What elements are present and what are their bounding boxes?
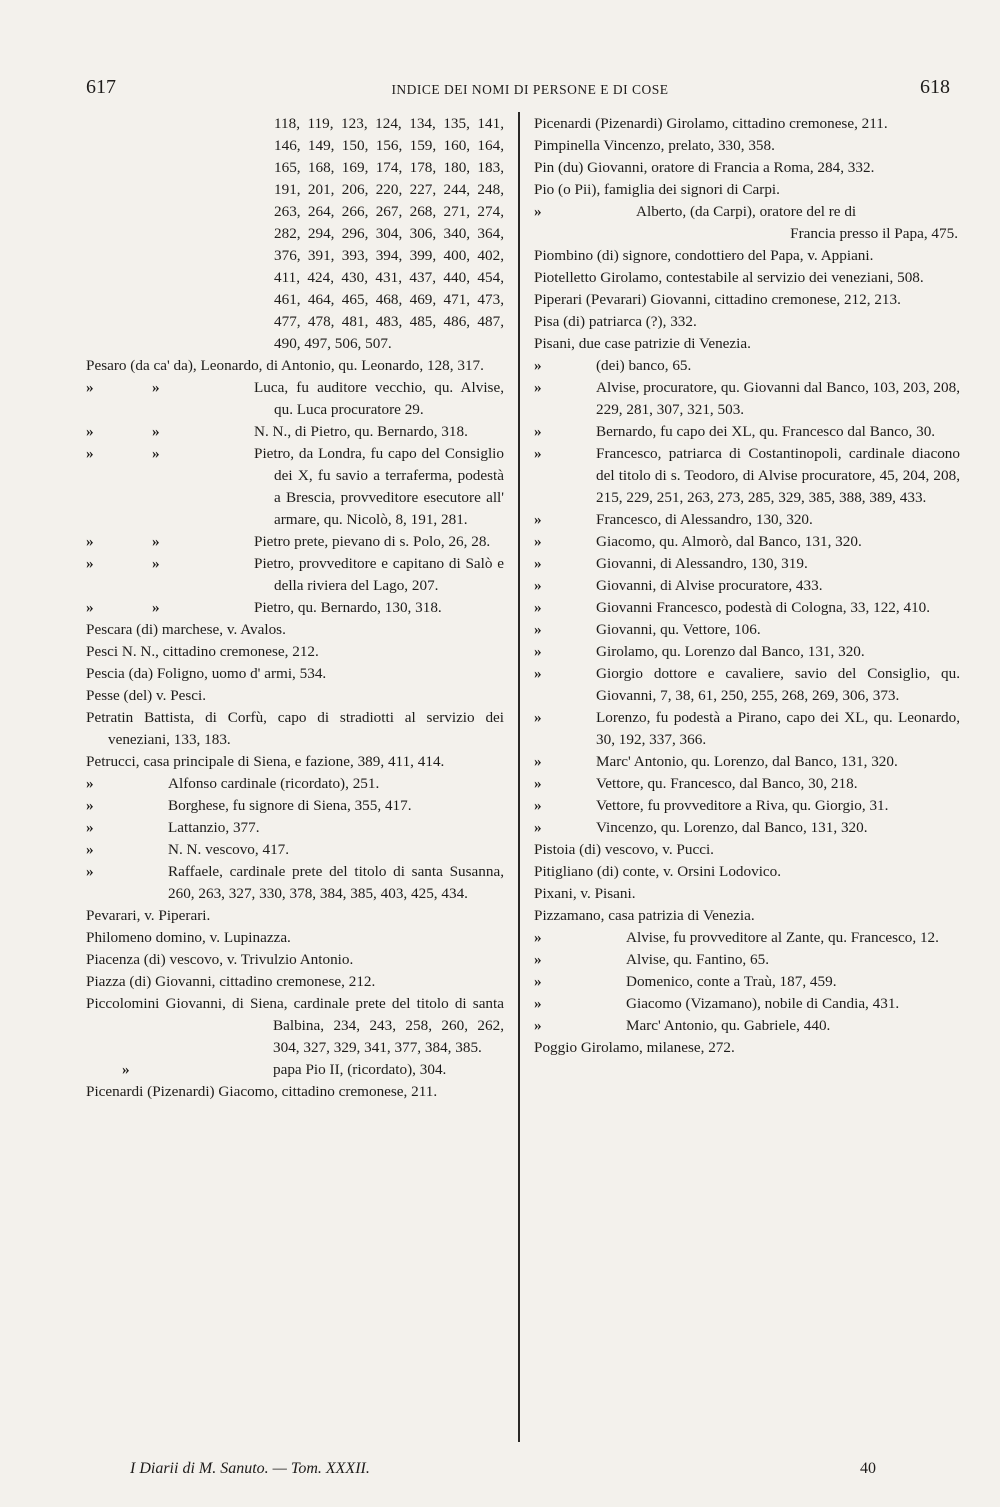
- index-entry: [534, 641, 960, 663]
- left-column: [86, 113, 504, 1103]
- entry-text: Pevarari, v. Piperari.: [86, 907, 211, 924]
- entry-text: Domenico, conte a Traù, 187, 459.: [626, 973, 837, 990]
- ditto-mark: »: [86, 819, 94, 836]
- index-entry: [534, 663, 960, 707]
- index-entry: [534, 311, 960, 333]
- entry-text: Alfonso cardinale (ricordato), 251.: [168, 775, 380, 792]
- index-entry: [534, 971, 960, 993]
- entry-text: Pixani, v. Pisani.: [534, 885, 636, 902]
- index-entry: [534, 267, 960, 289]
- footer-title: I Diarii di M. Sanuto. — Tom. XXXII.: [130, 1460, 370, 1477]
- index-entry: [534, 861, 960, 883]
- entry-text: Petratin Battista, di Corfù, capo di stradiotti al servizio dei veneziani, 133, 183.: [86, 709, 504, 748]
- ditto-mark: »: [86, 841, 94, 858]
- entry-text: Giorgio dottore e cavaliere, savio del Consiglio, qu. Giovanni, 7, 38, 61, 250, 255, 268, 269, 306, 373.: [596, 665, 960, 704]
- ditto-mark: »: [86, 797, 94, 814]
- index-entry: [534, 355, 960, 377]
- entry-text: Raffaele, cardinale prete del titolo di santa Susanna, 260, 263, 327, 330, 378, 384, 385, 403, 425, 434.: [168, 863, 504, 902]
- index-entry: [534, 179, 960, 201]
- entry-text: 118, 119, 123, 124, 134, 135, 141, 146, 149, 150, 156, 159, 160, 164, 165, 168, 169, 174, 178, 180, 183, 191, 201, 206, 220, 227, 244, 248, 263, 264, 266, 267, 268, 271, 274, 282, 294, 296, 304, 306, 340, 364, 376, 391, 393, 394, 399, 400, 402, 411, 424, 430, 431, 437, 440, 454, 461, 464, 465, 468, 469, 471, 473, 477, 478, 481, 483, 485, 486, 487, 490, 497, 506, 507.: [274, 115, 504, 352]
- index-entry: [86, 619, 504, 641]
- ditto-mark: »: [534, 797, 542, 814]
- entry-text: Pesse (del) v. Pesci.: [86, 687, 207, 704]
- ditto-mark: »: [534, 753, 542, 770]
- entry-text: Giovanni Francesco, podestà di Cologna, 33, 122, 410.: [596, 599, 931, 616]
- ditto-mark: »: [534, 533, 542, 550]
- index-entry: [534, 619, 960, 641]
- index-entry: [86, 993, 504, 1059]
- ditto-mark: »: [534, 379, 542, 396]
- index-entry: [86, 773, 504, 795]
- entry-text: Poggio Girolamo, milanese, 272.: [534, 1039, 735, 1056]
- ditto-mark: »: [534, 423, 542, 440]
- ditto-marks: » »: [86, 445, 160, 462]
- entry-text: Picenardi (Pizenardi) Giacomo, cittadino cremonese, 211.: [86, 1083, 438, 1100]
- index-entry: [534, 597, 960, 619]
- ditto-mark: »: [534, 973, 542, 990]
- entry-text: Pietro, provveditore e capitano di Salò e della riviera del Lago, 207.: [254, 555, 504, 594]
- index-entry: [86, 861, 504, 905]
- entry-text: Lattanzio, 377.: [168, 819, 260, 836]
- entry-head: Piccolomini Giovanni,: [86, 995, 226, 1012]
- right-column: [534, 113, 960, 1059]
- entry-text: Lorenzo, fu podestà a Pirano, capo dei XL, qu. Leonardo, 30, 192, 337, 366.: [596, 709, 960, 748]
- entry-text: Pizzamano, casa patrizia di Venezia.: [534, 907, 755, 924]
- index-entry: [86, 377, 504, 421]
- ditto-mark: »: [86, 775, 94, 792]
- ditto-mark: »: [534, 577, 542, 594]
- index-entry: [86, 1081, 504, 1103]
- entry-text: di Siena, cardinale prete del titolo di santa Balbina, 234, 243, 258, 260, 262, 304, 327, 329, 341, 377, 384, 385.: [225, 995, 504, 1056]
- index-entry: [86, 531, 504, 553]
- index-entry: [534, 1015, 960, 1037]
- ditto-mark: »: [534, 555, 542, 572]
- ditto-mark: »: [86, 863, 94, 880]
- entry-text: Alvise, fu provveditore al Zante, qu. Francesco, 12.: [626, 929, 939, 946]
- entry-text: Pin (du) Giovanni, oratore di Francia a Roma, 284, 332.: [534, 159, 875, 176]
- index-entry: [86, 553, 504, 597]
- index-entry: [534, 443, 960, 509]
- entry-text: Piazza (di) Giovanni, cittadino cremonese, 212.: [86, 973, 376, 990]
- ditto-mark: »: [534, 929, 542, 946]
- ditto-mark: »: [534, 599, 542, 616]
- entry-text: N. N. vescovo, 417.: [168, 841, 290, 858]
- entry-text: Vettore, qu. Francesco, dal Banco, 30, 218.: [596, 775, 858, 792]
- entry-text: Vettore, fu provveditore a Riva, qu. Giorgio, 31.: [596, 797, 889, 814]
- entry-text: Pietro prete, pievano di s. Polo, 26, 28.: [254, 533, 491, 550]
- entry-text: Petrucci, casa principale di Siena, e fazione, 389, 411, 414.: [86, 753, 445, 770]
- entry-text: Pisani, due case patrizie di Venezia.: [534, 335, 751, 352]
- entry-text: Philomeno domino, v. Lupinazza.: [86, 929, 291, 946]
- index-entry: [534, 289, 960, 311]
- index-entry: [86, 795, 504, 817]
- entry-text: Pio (o Pii), famiglia dei signori di Carpi.: [534, 181, 780, 198]
- index-entry: [86, 597, 504, 619]
- index-entry: [534, 201, 960, 223]
- entry-text: Pimpinella Vincenzo, prelato, 330, 358.: [534, 137, 775, 154]
- entry-text: Pitigliano (di) conte, v. Orsini Lodovico.: [534, 863, 782, 880]
- entry-text: Pescia (da) Foligno, uomo d' armi, 534.: [86, 665, 327, 682]
- entry-text: Bernardo, fu capo dei XL, qu. Francesco dal Banco, 30.: [596, 423, 936, 440]
- index-entry: [86, 355, 504, 377]
- entry-text: Luca, fu auditore vecchio, qu. Alvise, qu. Luca procuratore 29.: [254, 379, 504, 418]
- entry-text: Giovanni, di Alessandro, 130, 319.: [596, 555, 808, 572]
- ditto-mark: »: [122, 1061, 130, 1078]
- ditto-mark: »: [534, 819, 542, 836]
- index-entry: [534, 817, 960, 839]
- index-entry: [86, 817, 504, 839]
- index-entry: [86, 685, 504, 707]
- entry-text: Piacenza (di) vescovo, v. Trivulzio Antonio.: [86, 951, 354, 968]
- ditto-marks: » »: [86, 533, 160, 550]
- entry-text: Giacomo (Vizamano), nobile di Candia, 431.: [626, 995, 900, 1012]
- index-entry: [534, 113, 960, 135]
- ditto-mark: »: [534, 511, 542, 528]
- index-entry: [534, 949, 960, 971]
- index-entry: [86, 113, 504, 355]
- entry-text: Marc' Antonio, qu. Lorenzo, dal Banco, 131, 320.: [596, 753, 898, 770]
- index-entry: [534, 135, 960, 157]
- index-entry: [534, 157, 960, 179]
- index-entry: [86, 839, 504, 861]
- sheet-number: 40: [860, 1460, 876, 1477]
- ditto-marks: » »: [86, 379, 160, 396]
- entry-text: Pesci N. N., cittadino cremonese, 212.: [86, 643, 319, 660]
- entry-text: Giovanni, di Alvise procuratore, 433.: [596, 577, 823, 594]
- entry-text: Francia presso il Papa, 475.: [790, 225, 958, 242]
- index-entry: [86, 751, 504, 773]
- entry-text: Piombino (di) signore, condottiero del Papa, v. Appiani.: [534, 247, 874, 264]
- entry-text: Vincenzo, qu. Lorenzo, dal Banco, 131, 320.: [596, 819, 868, 836]
- entry-text: Pesaro (da ca' da), Leonardo, di Antonio, qu. Leonardo, 128, 317.: [86, 357, 484, 374]
- index-entry: [534, 905, 960, 927]
- running-title: INDICE DEI NOMI DI PERSONE E DI COSE: [391, 82, 669, 97]
- index-entry: [86, 949, 504, 971]
- index-entry: [86, 707, 504, 751]
- index-entry: [534, 1037, 960, 1059]
- index-entry: [86, 971, 504, 993]
- entry-text: Francesco, patriarca di Costantinopoli, cardinale diacono del titolo di s. Teodoro, di Alvise procuratore, 45, 204, 208, 215, 229, 251, 263, 273, 285, 329, 385, 388, 389, 433.: [596, 445, 960, 506]
- entry-text: (dei) banco, 65.: [596, 357, 692, 374]
- index-entry: [534, 333, 960, 355]
- index-entry: [534, 927, 960, 949]
- index-entry: [534, 421, 960, 443]
- entry-text: Alberto, (da Carpi), oratore del re di: [636, 203, 857, 220]
- ditto-mark: »: [534, 357, 542, 374]
- entry-text: Pescara (di) marchese, v. Avalos.: [86, 621, 286, 638]
- entry-text: Giacomo, qu. Almorò, dal Banco, 131, 320.: [596, 533, 862, 550]
- index-entry: [534, 531, 960, 553]
- entry-text: Pisa (di) patriarca (?), 332.: [534, 313, 697, 330]
- ditto-mark: »: [534, 709, 542, 726]
- ditto-mark: »: [534, 1017, 542, 1034]
- index-entry: [86, 443, 504, 531]
- index-entry: [534, 883, 960, 905]
- ditto-marks: » »: [86, 423, 160, 440]
- entry-text: Borghese, fu signore di Siena, 355, 417.: [168, 797, 412, 814]
- ditto-mark: »: [534, 445, 542, 462]
- index-entry: [534, 751, 960, 773]
- index-entry: [534, 509, 960, 531]
- entry-text: Picenardi (Pizenardi) Girolamo, cittadino cremonese, 211.: [534, 115, 888, 132]
- ditto-mark: »: [534, 995, 542, 1012]
- ditto-mark: »: [534, 775, 542, 792]
- index-entry: [534, 839, 960, 861]
- entry-text: Marc' Antonio, qu. Gabriele, 440.: [626, 1017, 831, 1034]
- index-entry: [534, 245, 960, 267]
- page-number-right: 618: [920, 76, 950, 98]
- entry-text: N. N., di Pietro, qu. Bernardo, 318.: [254, 423, 468, 440]
- entry-text: Alvise, qu. Fantino, 65.: [626, 951, 770, 968]
- index-entry: [86, 641, 504, 663]
- entry-text: Girolamo, qu. Lorenzo dal Banco, 131, 320.: [596, 643, 865, 660]
- entry-text: Piperari (Pevarari) Giovanni, cittadino cremonese, 212, 213.: [534, 291, 901, 308]
- index-entry: [534, 773, 960, 795]
- index-entry: [86, 905, 504, 927]
- entry-text: Francesco, di Alessandro, 130, 320.: [596, 511, 813, 528]
- index-entry: [534, 553, 960, 575]
- entry-text: Pietro, da Londra, fu capo del Consiglio dei X, fu savio a terraferma, podestà a Brescia, provveditore esecutore all' armare, qu. Nicolò, 8, 191, 281.: [254, 445, 504, 528]
- entry-text: Pietro, qu. Bernardo, 130, 318.: [254, 599, 442, 616]
- ditto-marks: » »: [86, 599, 160, 616]
- index-entry: [534, 377, 960, 421]
- ditto-mark: »: [534, 621, 542, 638]
- index-entry: [534, 993, 960, 1015]
- index-entry: [534, 575, 960, 597]
- entry-text: Piotelletto Girolamo, contestabile al servizio dei veneziani, 508.: [534, 269, 924, 286]
- entry-text: Giovanni, qu. Vettore, 106.: [596, 621, 761, 638]
- index-entry: [534, 707, 960, 751]
- entry-text: Alvise, procuratore, qu. Giovanni dal Banco, 103, 203, 208, 229, 281, 307, 321, 503.: [596, 379, 961, 418]
- column-divider: [518, 112, 520, 1442]
- entry-text: papa Pio II, (ricordato), 304.: [273, 1061, 447, 1078]
- ditto-mark: »: [534, 643, 542, 660]
- ditto-mark: »: [534, 951, 542, 968]
- index-entry: [86, 927, 504, 949]
- index-entry: [534, 223, 960, 245]
- page-number-left: 617: [86, 76, 116, 98]
- entry-text: Pistoia (di) vescovo, v. Pucci.: [534, 841, 714, 858]
- index-entry: [86, 1059, 504, 1081]
- index-entry: [534, 795, 960, 817]
- index-entry: [86, 421, 504, 443]
- ditto-marks: » »: [86, 555, 160, 572]
- index-entry: [86, 663, 504, 685]
- ditto-mark: »: [534, 665, 542, 682]
- ditto-mark: »: [534, 203, 542, 220]
